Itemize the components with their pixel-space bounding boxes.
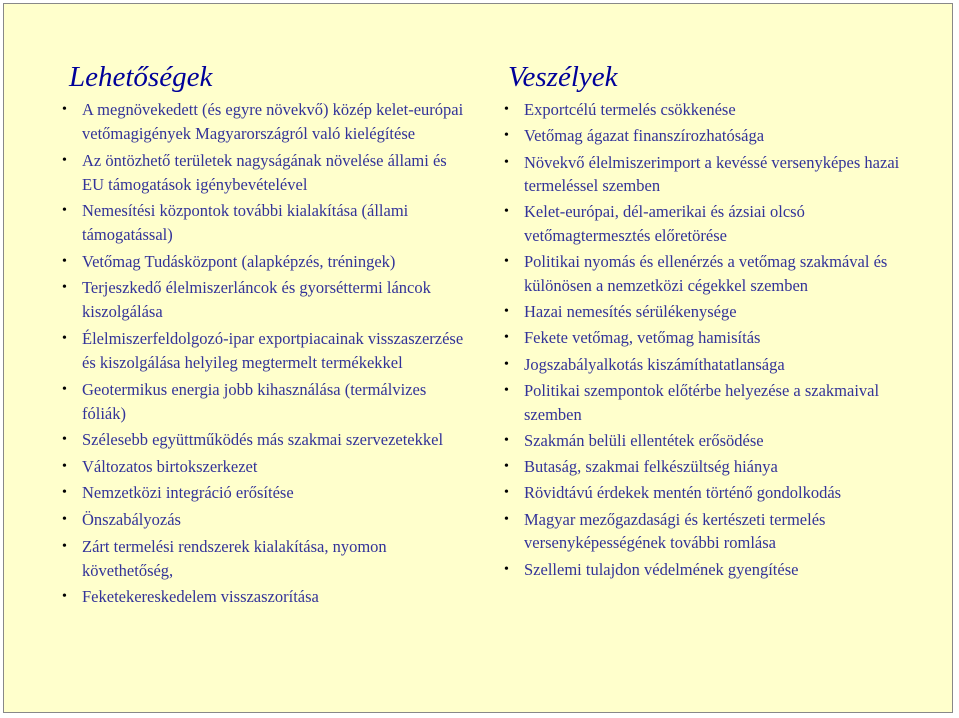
opportunity-item xyxy=(59,149,469,197)
opportunities-title: Lehetőségek xyxy=(69,61,213,93)
opportunity-item xyxy=(59,327,469,375)
bullet-icon: • xyxy=(504,561,509,577)
opportunity-item-text: Feketekereskedelem visszaszorítása xyxy=(82,587,319,607)
opportunity-item-text: Élelmiszerfeldolgozó-ipar exportpiacainak visszaszerzése és kiszolgálása helyileg megtermelt termékekkel xyxy=(82,328,464,372)
opportunity-item xyxy=(59,276,469,324)
threat-item-text: Növekvő élelmiszerimport a kevéssé versenyképes hazai termeléssel szemben xyxy=(524,152,900,196)
threat-item-text: Szellemi tulajdon védelmének gyengítése xyxy=(524,559,799,579)
bullet-icon: • xyxy=(62,538,67,554)
opportunity-item xyxy=(59,481,469,505)
opportunity-item-text: Nemzetközi integráció erősítése xyxy=(82,483,294,503)
bullet-icon: • xyxy=(62,330,67,346)
bullet-icon: • xyxy=(504,102,509,117)
threat-item xyxy=(501,151,931,198)
opportunity-item-text: Terjeszkedő élelmiszerláncok és gyorséttermi láncok kiszolgálása xyxy=(82,278,431,322)
bullet-icon: • xyxy=(504,204,509,220)
bullet-icon: • xyxy=(504,128,509,144)
bullet-icon: • xyxy=(504,330,509,346)
opportunity-item xyxy=(59,378,469,426)
opportunity-item-text: Szélesebb együttműködés más szakmai szervezetekkel xyxy=(82,430,444,450)
bullet-icon: • xyxy=(62,152,67,168)
opportunity-item xyxy=(59,535,469,583)
bullet-icon: • xyxy=(62,280,67,296)
threat-item xyxy=(501,353,931,377)
bullet-icon: • xyxy=(504,459,509,475)
threat-item xyxy=(501,124,931,148)
threat-item xyxy=(501,300,931,324)
opportunity-item-text: Változatos birtokszerkezet xyxy=(82,456,258,476)
threat-item xyxy=(501,250,931,297)
threats-list xyxy=(501,98,931,581)
opportunity-item-text: Az öntözhető területek nagyságának növelése állami és EU támogatások igénybevételével xyxy=(82,150,447,194)
bullet-icon: • xyxy=(504,154,509,170)
bullet-icon: • xyxy=(504,485,509,501)
bullet-icon: • xyxy=(62,432,67,448)
opportunity-item xyxy=(59,199,469,247)
opportunity-item-text: Zárt termelési rendszerek kialakítása, nyomon követhetőség, xyxy=(82,536,387,580)
threat-item-text: Politikai szempontok előtérbe helyezése a szakmaival szemben xyxy=(524,381,880,424)
opportunity-item xyxy=(59,585,469,609)
opportunity-item xyxy=(59,98,469,146)
threat-item xyxy=(501,481,931,505)
threat-item xyxy=(501,200,931,247)
opportunity-item xyxy=(59,455,469,479)
opportunity-item-text: Geotermikus energia jobb kihasználása (termálvizes fóliák) xyxy=(82,379,427,423)
bullet-icon: • xyxy=(62,511,67,527)
threat-item-text: Vetőmag ágazat finanszírozhatósága xyxy=(524,126,765,146)
threat-item-text: Magyar mezőgazdasági és kertészeti termelés versenyképességének további romlása xyxy=(524,509,826,553)
slide xyxy=(3,3,953,713)
bullet-icon: • xyxy=(504,254,509,270)
threat-item-text: Politikai nyomás és ellenérzés a vetőmag szakmával és különösen a nemzetközi cégekkel szemben xyxy=(524,252,888,295)
threat-item-text: Szakmán belüli ellentétek erősödése xyxy=(524,430,764,450)
threats-column xyxy=(501,56,931,584)
threat-item xyxy=(501,508,931,555)
threat-item-text: Exportcélú termelés csökkenése xyxy=(524,100,736,119)
opportunity-item xyxy=(59,428,469,452)
bullet-icon: • xyxy=(504,432,509,448)
bullet-icon: • xyxy=(504,511,509,527)
threat-item-text: Rövidtávú érdekek mentén történő gondolkodás xyxy=(524,483,842,503)
bullet-icon: • xyxy=(504,356,509,372)
bullet-icon: • xyxy=(62,203,67,219)
bullet-icon: • xyxy=(62,458,67,474)
opportunity-item-text: Nemesítési központok további kialakítása (állami támogatással) xyxy=(82,201,409,245)
opportunity-item-text: Önszabályozás xyxy=(82,509,181,529)
threat-item-text: Butaság, szakmai felkészültség hiánya xyxy=(524,457,778,477)
threat-item-text: Kelet-európai, dél-amerikai és ázsiai olcsó vetőmagtermesztés előretörése xyxy=(524,202,805,246)
opportunities-list xyxy=(59,98,469,609)
bullet-icon: • xyxy=(504,304,509,320)
threat-item xyxy=(501,558,931,582)
threat-item xyxy=(501,379,931,426)
threat-item-text: Fekete vetőmag, vetőmag hamisítás xyxy=(524,328,761,348)
opportunity-item xyxy=(59,508,469,532)
opportunity-item-text: A megnövekedett (és egyre növekvő) közép kelet-európai vetőmagigények Magyarországról való kielégítése xyxy=(82,100,464,143)
bullet-icon: • xyxy=(62,589,67,605)
threats-title: Veszélyek xyxy=(508,61,618,93)
threat-item xyxy=(501,326,931,350)
threat-item xyxy=(501,455,931,479)
opportunity-item-text: Vetőmag Tudásközpont (alapképzés, tréningek) xyxy=(82,251,396,271)
threat-item-text: Jogszabályalkotás kiszámíthatatlansága xyxy=(524,354,785,374)
threat-item xyxy=(501,429,931,453)
bullet-icon: • xyxy=(62,485,67,501)
bullet-icon: • xyxy=(62,381,67,397)
bullet-icon: • xyxy=(504,383,509,399)
threat-item-text: Hazai nemesítés sérülékenysége xyxy=(524,302,737,322)
threat-item xyxy=(501,98,931,122)
opportunity-item xyxy=(59,250,469,274)
bullet-icon: • xyxy=(62,102,67,117)
bullet-icon: • xyxy=(62,253,67,269)
opportunities-column xyxy=(59,56,469,612)
